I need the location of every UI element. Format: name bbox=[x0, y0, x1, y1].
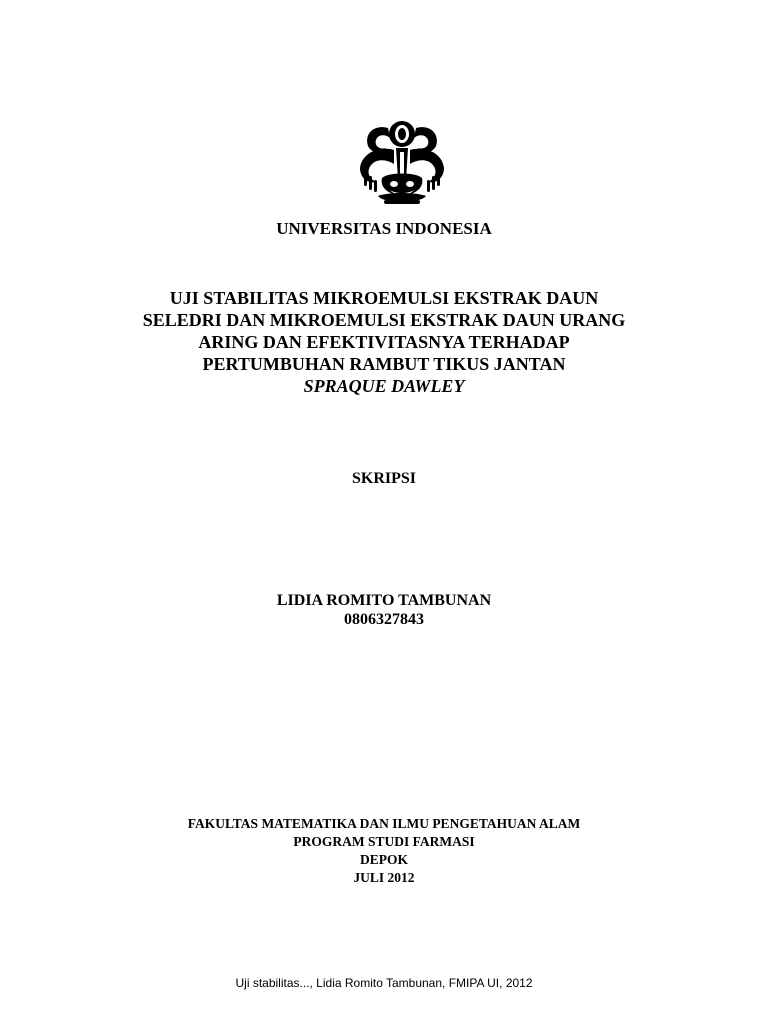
author-block bbox=[0, 591, 768, 629]
date: JULI 2012 bbox=[353, 870, 415, 885]
faculty-block bbox=[0, 815, 768, 887]
university-name: UNIVERSITAS INDONESIA bbox=[276, 219, 492, 238]
thesis-title-italic-line: SPRAQUE DAWLEY bbox=[303, 376, 465, 396]
thesis-title-line-2: SELEDRI DAN MIKROEMULSI EKSTRAK DAUN URANG bbox=[142, 310, 626, 330]
document-type: SKRIPSI bbox=[351, 470, 417, 487]
thesis-title-line-1: UJI STABILITAS MIKROEMULSI EKSTRAK DAUN bbox=[169, 288, 599, 308]
faculty-name: FAKULTAS MATEMATIKA DAN ILMU PENGETAHUAN ALAM bbox=[187, 816, 581, 831]
page-footer: Uji stabilitas..., Lidia Romito Tambunan, FMIPA UI, 2012 bbox=[235, 976, 533, 990]
study-program: PROGRAM STUDI FARMASI bbox=[293, 834, 475, 849]
student-id: 0806327843 bbox=[344, 611, 424, 628]
university-logo-icon bbox=[358, 120, 446, 206]
thesis-title-line-3: ARING DAN EFEKTIVITASNYA TERHADAP bbox=[198, 332, 570, 352]
thesis-title bbox=[0, 287, 768, 397]
thesis-title-line-4: PERTUMBUHAN RAMBUT TIKUS JANTAN bbox=[202, 354, 566, 374]
author-name: LIDIA ROMITO TAMBUNAN bbox=[276, 592, 492, 609]
city: DEPOK bbox=[359, 852, 408, 867]
